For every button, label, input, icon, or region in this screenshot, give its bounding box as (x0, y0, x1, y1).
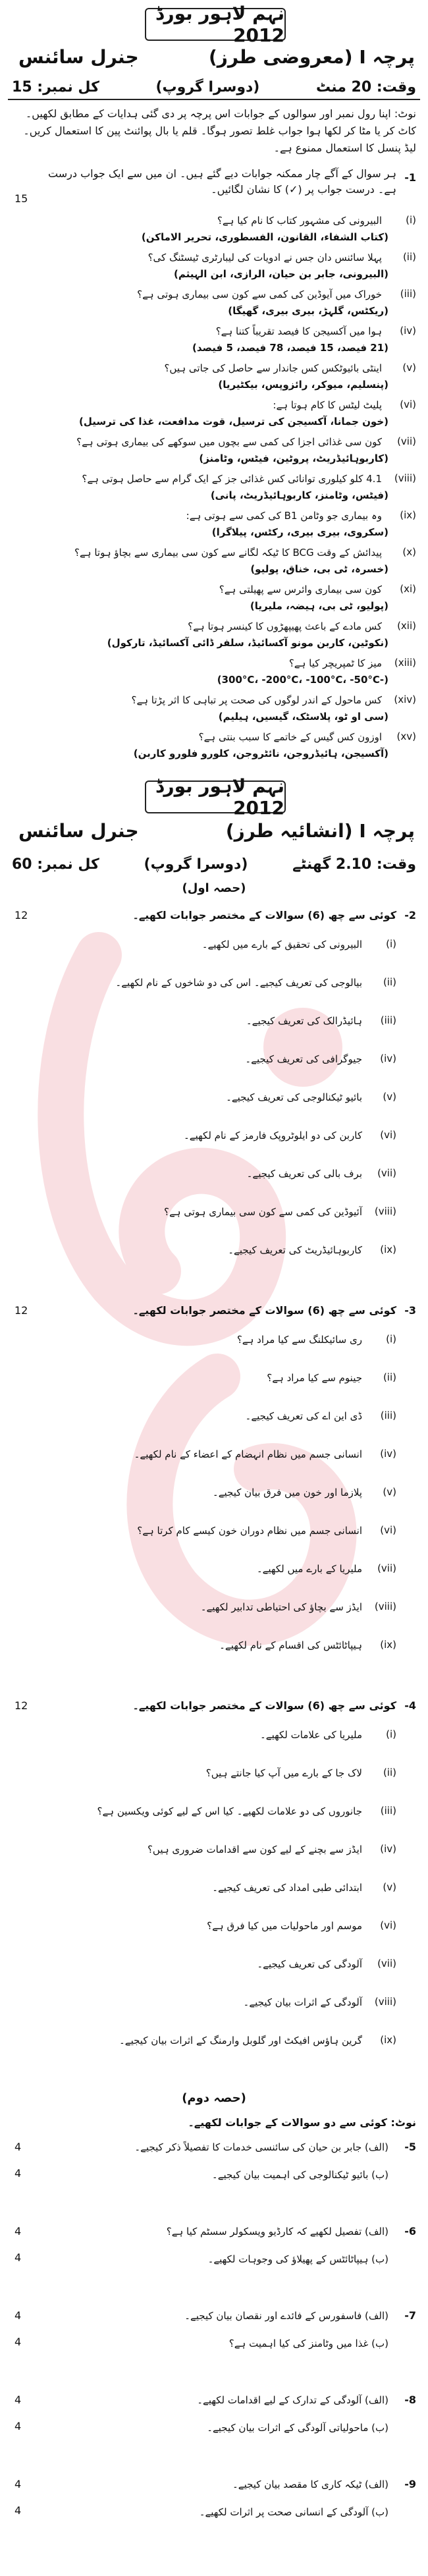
exam-meta-row (12, 856, 416, 873)
question-marks: 12 (14, 909, 28, 921)
question-part-b: (ب) ہیپاٹائٹس کے پھیلاؤ کی وجوہات لکھیے۔ (207, 2253, 388, 2265)
item-question: انسانی جسم میں نظام انہضام کے اعضاء کے نام لکھیے۔ (134, 1448, 362, 1460)
item-number: (xi) (400, 583, 416, 595)
item-question: کاربوہائیڈریٹ کی تعریف کیجیے۔ (228, 1244, 362, 1256)
item-number: (vii) (377, 1562, 396, 1574)
question-marks: 4 (14, 2394, 22, 2406)
item-number: (v) (402, 362, 416, 373)
item-number: (iv) (380, 1053, 396, 1064)
question-part-b: (ب) غذا میں وٹامنز کی کیا اہمیت ہے؟ (228, 2338, 388, 2349)
item-options: (پولیو، ٹی بی، ہیضہ، ملیریا) (250, 600, 388, 612)
item-options: (سکروی، بیری بیری، رکٹس، پیلاگرا) (211, 526, 388, 538)
item-number: (ix) (380, 1639, 396, 1651)
item-options: (ریکٹس، گلہڑ، بیری بیری، گھیگا) (228, 305, 388, 317)
item-question: البیرونی کی مشہور کتاب کا نام کیا ہے؟ (217, 215, 382, 227)
item-number: (vi) (380, 1129, 396, 1141)
item-question: میز کا ٹمپریچر کیا ہے؟ (288, 657, 382, 669)
item-number: (iv) (380, 1448, 396, 1460)
question-part-b: (ب) آلودگی کے انسانی صحت پر اثرات لکھیے۔ (199, 2506, 388, 2518)
item-question: کون سی غذائی اجزا کی کمی سے بچوں میں سوکھے کی بیماری ہوتی ہے؟ (76, 436, 382, 448)
question-number: -8 (404, 2394, 416, 2406)
item-question: کس ماحول کے اندر لوگوں کی صحت پر تباہی کا اثر پڑتا ہے؟ (131, 694, 382, 706)
item-question: جانوروں کی دو علامات لکھیے۔ کیا اس کے لیے کوئی ویکسین ہے؟ (97, 1805, 362, 1817)
item-number: (viii) (374, 1996, 396, 2008)
item-question: ڈی این اے کی تعریف کیجیے۔ (245, 1410, 362, 1422)
item-question: ملیریا کی علامات لکھیے۔ (260, 1729, 362, 1741)
item-number: (xiv) (394, 694, 416, 705)
item-question: ہوا میں آکسیجن کا فیصد تقریباً کتنا ہے؟ (215, 325, 382, 337)
exam-time: وقت: 2.10 گھنٹے (292, 856, 416, 873)
question-number: -9 (404, 2478, 416, 2490)
exam-group: (دوسرا گروپ) (144, 856, 248, 873)
question-number: -6 (404, 2225, 416, 2237)
question-number: -2 (404, 909, 416, 921)
item-question: ملیریا کے بارے میں لکھیے۔ (256, 1563, 362, 1575)
item-question: موسم اور ماحولیات میں کیا فرق ہے؟ (207, 1920, 362, 1932)
item-question: آلودگی کے اثرات بیان کیجیے۔ (243, 1996, 362, 2008)
item-question: لاک جا کے بارے میں آپ کیا جانتے ہیں؟ (205, 1767, 362, 1779)
question-marks: 4 (14, 2504, 22, 2517)
question-marks: 4 (14, 2141, 22, 2153)
item-number: (ix) (380, 1244, 396, 1255)
item-number: (iv) (380, 1843, 396, 1855)
item-question: پہلا سائنس دان جس نے ادویات کی لیبارٹری ٹیسٹنگ کی؟ (147, 252, 382, 263)
item-number: (ii) (383, 1767, 396, 1778)
exam-total: کل نمبر: 15 (12, 79, 99, 96)
item-number: (viii) (394, 472, 416, 484)
question-part-a: (الف) تفصیل لکھیے کہ کارڈیو ویسکولر سسٹم کیا ہے؟ (166, 2226, 388, 2237)
item-question: جینوم سے کیا مراد ہے؟ (267, 1372, 362, 1384)
instructions-note: نوٹ: اپنا رول نمبر اور سوالوں کے جوابات اس پرچہ پر دی گئی ہدایات کے مطابق لکھیں۔ کاٹ کر یا مٹا کر لکھا ہوا جواب غلط تصور ہوگا۔ قلم یا بال پوائنٹ پین کا استعمال کریں۔ لیڈ پنسل کا استعمال ممنوع ہے۔ (23, 107, 416, 154)
question-part-a: (الف) آلودگی کے تدارک کے لیے اقدامات لکھیے۔ (197, 2394, 388, 2406)
paper-title: جنرل سائنس (18, 820, 139, 842)
question-marks: 12 (14, 1699, 28, 1712)
question-number: -4 (404, 1699, 416, 1712)
question-marks: 4 (14, 2251, 22, 2264)
item-question: ہائیڈرالک کی تعریف کیجیے۔ (246, 1015, 362, 1027)
item-options: (کتاب الشفاء، القانون، الفسطوری، تحریر الاماکن) (141, 231, 388, 243)
question-marks: 4 (14, 2420, 22, 2432)
section-heading: (حصہ اول) (182, 881, 246, 895)
item-question: آئیوڈین کی کمی سے کون سی بیماری ہوتی ہے؟ (163, 1206, 362, 1218)
item-question: وہ بیماری جو وٹامن B1 کی کمی سے ہوتی ہے: (186, 510, 382, 522)
item-question: بائیو ٹیکنالوجی کی تعریف کیجیے۔ (226, 1091, 362, 1103)
question-part-a: (الف) ٹیکہ کاری کا مقصد بیان کیجیے۔ (232, 2479, 388, 2490)
question-number: -3 (404, 1304, 416, 1317)
exam-total: کل نمبر: 60 (12, 856, 99, 873)
question-text: کوئی سے چھ (6) سوالات کے مختصر جوابات لکھیے۔ (132, 909, 396, 921)
exam-time: وقت: 20 منٹ (315, 79, 416, 96)
item-question: ایڈز سے بچنے کے لیے کون سے اقدامات ضروری ہیں؟ (147, 1844, 362, 1855)
question-text: کوئی سے چھ (6) سوالات کے مختصر جوابات لکھیے۔ (132, 1699, 396, 1712)
question-part-a: (الف) فاسفورس کے فائدے اور نقصان بیان کیجیے۔ (184, 2310, 388, 2322)
question-part-b: (ب) ماحولیاتی آلودگی کے اثرات بیان کیجیے۔ (207, 2422, 388, 2434)
item-number: (vii) (377, 1167, 396, 1179)
item-number: (i) (406, 214, 416, 226)
item-options: (خون جمانا، آکسیجن کی ترسیل، قوت مدافعت، غذا کی ترسیل) (78, 416, 388, 427)
item-question: ابتدائی طبی امداد کی تعریف کیجیے۔ (212, 1882, 362, 1894)
item-options: (خسرہ، ٹی بی، خناق، پولیو) (250, 563, 388, 575)
exam-meta-row (12, 79, 416, 96)
item-question: اینٹی بائیوٹکس کس جاندار سے حاصل کی جاتی ہیں؟ (164, 362, 382, 374)
question-text: کوئی سے چھ (6) سوالات کے مختصر جوابات لکھیے۔ (132, 1304, 396, 1317)
item-question: آلودگی کی تعریف کیجیے۔ (257, 1958, 362, 1970)
item-question: جیوگرافی کی تعریف کیجیے۔ (245, 1053, 362, 1065)
paper-label: پرچہ I (معروضی طرز) (208, 46, 415, 68)
item-number: (ii) (402, 251, 416, 263)
item-number: (ix) (380, 2034, 396, 2046)
item-number: (vii) (397, 435, 416, 447)
item-question: ری سائیکلنگ سے کیا مراد ہے؟ (236, 1334, 362, 1346)
item-number: (v) (383, 1486, 396, 1498)
item-number: (xiii) (394, 657, 416, 669)
paper-title: جنرل سائنس (18, 46, 139, 68)
item-options: (نکوٹین، کاربن مونو آکسائیڈ، سلفر ڈائی آکسائیڈ، تارکول) (107, 637, 388, 649)
item-question: کون سی بیماری وائرس سے پھیلتی ہے؟ (219, 584, 382, 595)
item-number: (ii) (383, 1371, 396, 1383)
question-text: ہر سوال کے آگے چار ممکنہ جوابات دیے گئے ہیں۔ ان میں سے ایک جواب درست ہے۔ درست جواب پر (✓) کا نشان لگائیں۔ (48, 167, 396, 196)
item-question: پلیٹ لیٹس کا کام ہوتا ہے: (273, 399, 382, 411)
item-number: (v) (383, 1091, 396, 1103)
question-marks: 4 (14, 2167, 22, 2179)
exam-group: (دوسرا گروپ) (155, 79, 260, 96)
item-number: (iii) (380, 1014, 396, 1026)
item-number: (iii) (380, 1805, 396, 1817)
item-number: (i) (386, 1728, 396, 1740)
item-question: اوزون کس گیس کے خاتمے کا سبب بنتی ہے؟ (198, 731, 382, 743)
item-number: (viii) (374, 1601, 396, 1612)
item-options: (فیٹس، وٹامنز، کاربوہائیڈریٹ، پانی) (210, 489, 388, 501)
item-options: (کاربوہائیڈریٹ، پروٹین، فیٹس، وٹامنز) (199, 452, 388, 464)
item-number: (iii) (400, 288, 416, 300)
item-question: پلازما اور خون میں فرق بیان کیجیے۔ (212, 1487, 362, 1498)
item-question: ایڈز سے بچاؤ کی احتیاطی تدابیر لکھیے۔ (200, 1601, 362, 1613)
item-question: انسانی جسم میں نظام دوران خون کیسے کام کرتا ہے؟ (137, 1525, 362, 1537)
item-question: خوراک میں آیوڈین کی کمی سے کون سی بیماری ہوتی ہے؟ (137, 288, 382, 300)
question-marks: 4 (14, 2225, 22, 2237)
item-number: (xii) (397, 620, 416, 632)
item-number: (ix) (400, 509, 416, 521)
question-number: -5 (404, 2141, 416, 2153)
divider (8, 99, 420, 100)
item-question: بیالوجی کی تعریف کیجیے۔ اس کی دو شاخوں کے نام لکھیے۔ (115, 977, 362, 989)
item-number: (ii) (383, 976, 396, 988)
item-number: (viii) (374, 1205, 396, 1217)
board-banner: نہم لاہور بورڈ 2012 (145, 781, 286, 813)
question-marks: 12 (14, 1304, 28, 1317)
item-number: (vi) (380, 1524, 396, 1536)
question-part-a: (الف) جابر بن حیان کی سائنسی خدمات کا تفصیلاً ذکر کیجیے۔ (134, 2141, 388, 2153)
item-question: کاربن کی دو ایلوٹروپک فارمز کے نام لکھیے۔ (184, 1130, 362, 1141)
item-number: (iv) (400, 325, 416, 337)
question-number: -1 (404, 171, 416, 184)
item-question: ہیپاٹائٹس کی اقسام کے نام لکھیے۔ (219, 1639, 362, 1651)
question-part-b: (ب) بائیو ٹیکنالوجی کی اہمیت بیان کیجیے۔ (211, 2169, 388, 2181)
item-options: (-300°C، -200°C، -100°C، -50°C) (217, 674, 388, 686)
item-question: البیرونی کی تحقیق کے بارے میں لکھیے۔ (201, 939, 362, 950)
item-options: (پنسلیم، میوکر، رائزوپس، بیکٹیریا) (218, 379, 388, 391)
item-number: (v) (383, 1881, 396, 1893)
item-options: (21 فیصد، 15 فیصد، 78 فیصد، 5 فیصد) (192, 342, 388, 354)
item-number: (vi) (380, 1919, 396, 1931)
item-number: (i) (386, 1333, 396, 1345)
question-marks: 4 (14, 2336, 22, 2348)
question-marks: 4 (14, 2309, 22, 2322)
item-options: (البیرونی، جابر بن حیان، الرازی، ابن الہیثم) (173, 268, 388, 280)
board-banner: نہم لاہور بورڈ 2012 (145, 8, 286, 41)
item-number: (x) (402, 546, 416, 558)
question-number: -7 (404, 2309, 416, 2322)
item-question: برف بالی کی تعریف کیجیے۔ (246, 1168, 362, 1180)
item-question: 4.1 کلو کیلوری توانائی کس غذائی جز کے ایک گرام سے حاصل ہوتی ہے؟ (82, 473, 382, 485)
paper-label: پرچہ I (انشائیہ طرز) (225, 820, 415, 842)
item-question: پیدائش کے وقت BCG کا ٹیکہ لگانے سے کون سی بیماری سے بچاؤ ہوتا ہے؟ (74, 547, 382, 559)
question-marks: 15 (14, 192, 28, 205)
item-number: (vi) (400, 398, 416, 410)
item-number: (vii) (377, 1958, 396, 1969)
item-options: (سی او ٹو، پلاسٹک، گیسیں، ہیلیم) (218, 711, 388, 723)
item-number: (iii) (380, 1410, 396, 1421)
item-number: (xv) (396, 730, 416, 742)
item-number: (i) (386, 938, 396, 950)
item-question: کس مادے کے باعث پھیپھڑوں کا کینسر ہوتا ہے؟ (188, 620, 382, 632)
section-note: نوٹ: کوئی سے دو سوالات کے جوابات لکھیے۔ (188, 2116, 416, 2129)
item-options: (آکسیجن، ہائیڈروجن، نائٹروجن، کلورو فلورو کاربن) (133, 748, 388, 759)
question-marks: 4 (14, 2478, 22, 2490)
section-heading: (حصہ دوم) (182, 2091, 246, 2105)
item-question: گرین ہاؤس افیکٹ اور گلوبل وارمنگ کے اثرات بیان کیجیے۔ (119, 2035, 362, 2046)
